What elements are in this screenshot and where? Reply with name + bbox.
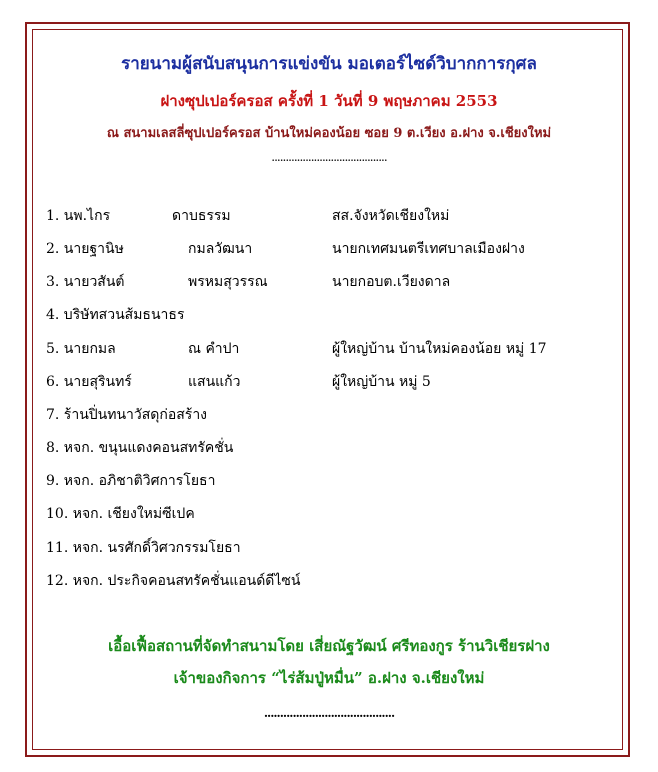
sponsor-surname: แสนแก้ว [188,374,241,390]
sponsor-row [0,205,658,227]
sponsor-position: นายกเทศมนตรีเทศบาลเมืองฝาง [332,241,525,257]
sponsor-name: 8. หจก. ขนุนแดงคอนสทรัคชั่น [46,440,234,456]
sponsor-row [0,537,658,559]
sponsor-position: นายกอบต.เวียงดาล [332,274,451,290]
sponsor-row [0,404,658,426]
sponsor-surname: กมลวัฒนา [188,241,253,257]
sponsor-row [0,271,658,293]
sponsor-name: 3. นายวสันต์ [46,274,125,290]
sponsor-surname: พรหมสุวรรณ [188,274,268,290]
sponsor-row [0,470,658,492]
event-line: ฝางซุปเปอร์ครอส ครั้งที่ 1 วันที่ 9 พฤษภาคม 2553 [160,92,498,110]
sponsor-position: สส.จังหวัดเชียงใหม่ [332,208,450,224]
sponsor-name: 11. หจก. นรศักดิ์วิศวกรรมโยธา [46,540,241,556]
sponsor-name: 4. บริษัทสวนส้มธนาธร [46,307,185,323]
sponsor-name: 12. หจก. ประกิจคอนสทรัคชั่นแอนด์ดีไซน์ [46,573,301,589]
sponsor-row [0,503,658,525]
sponsor-row [0,238,658,260]
owner-line: เจ้าของกิจการ “ไร่ส้มปู่หมื่น” อ.ฝาง จ.เชียงใหม่ [173,669,485,687]
sponsor-name: 1. นพ.ไกร [46,208,111,224]
sponsor-position: ผู้ใหญ่บ้าน บ้านใหม่คองน้อย หมู่ 17 [332,341,547,357]
venue-courtesy-line: เอื้อเฟื้อสถานที่จัดทำสนามโดย เสี่ยณัฐวัฒน์ ศรีทองกูร ร้านวิเชียรฝาง [108,637,550,655]
sponsor-name: 6. นายสุรินทร์ [46,374,132,390]
sponsor-name: 10. หจก. เชียงใหม่ซีเปค [46,506,195,522]
venue-line: ณ สนามเลสลี่ซุปเปอร์ครอส บ้านใหม่คองน้อย ซอย 9 ต.เวียง อ.ฝาง จ.เชียงใหม่ [106,126,552,141]
header-separator: ......................................... [271,150,387,164]
sponsor-name: 9. หจก. อภิชาติวิศการโยธา [46,473,216,489]
sponsor-name: 7. ร้านปิ่นทนาวัสดุก่อสร้าง [46,407,208,423]
sponsor-row [0,304,658,326]
sponsor-surname: ณ คำปา [188,341,240,357]
sponsor-row [0,371,658,393]
sponsor-row [0,338,658,360]
sponsor-row [0,570,658,592]
document-title: รายนามผู้สนับสนุนการแข่งขัน มอเตอร์ไซด์วิบากการกุศล [121,54,537,74]
footer-separator: ......................................... [263,706,395,720]
sponsor-name: 2. นายฐานิษ [46,241,124,257]
sponsor-surname: ดาบธรรม [172,208,231,224]
sponsor-name: 5. นายกมล [46,341,116,357]
sponsor-position: ผู้ใหญ่บ้าน หมู่ 5 [332,374,431,390]
sponsor-row [0,437,658,459]
